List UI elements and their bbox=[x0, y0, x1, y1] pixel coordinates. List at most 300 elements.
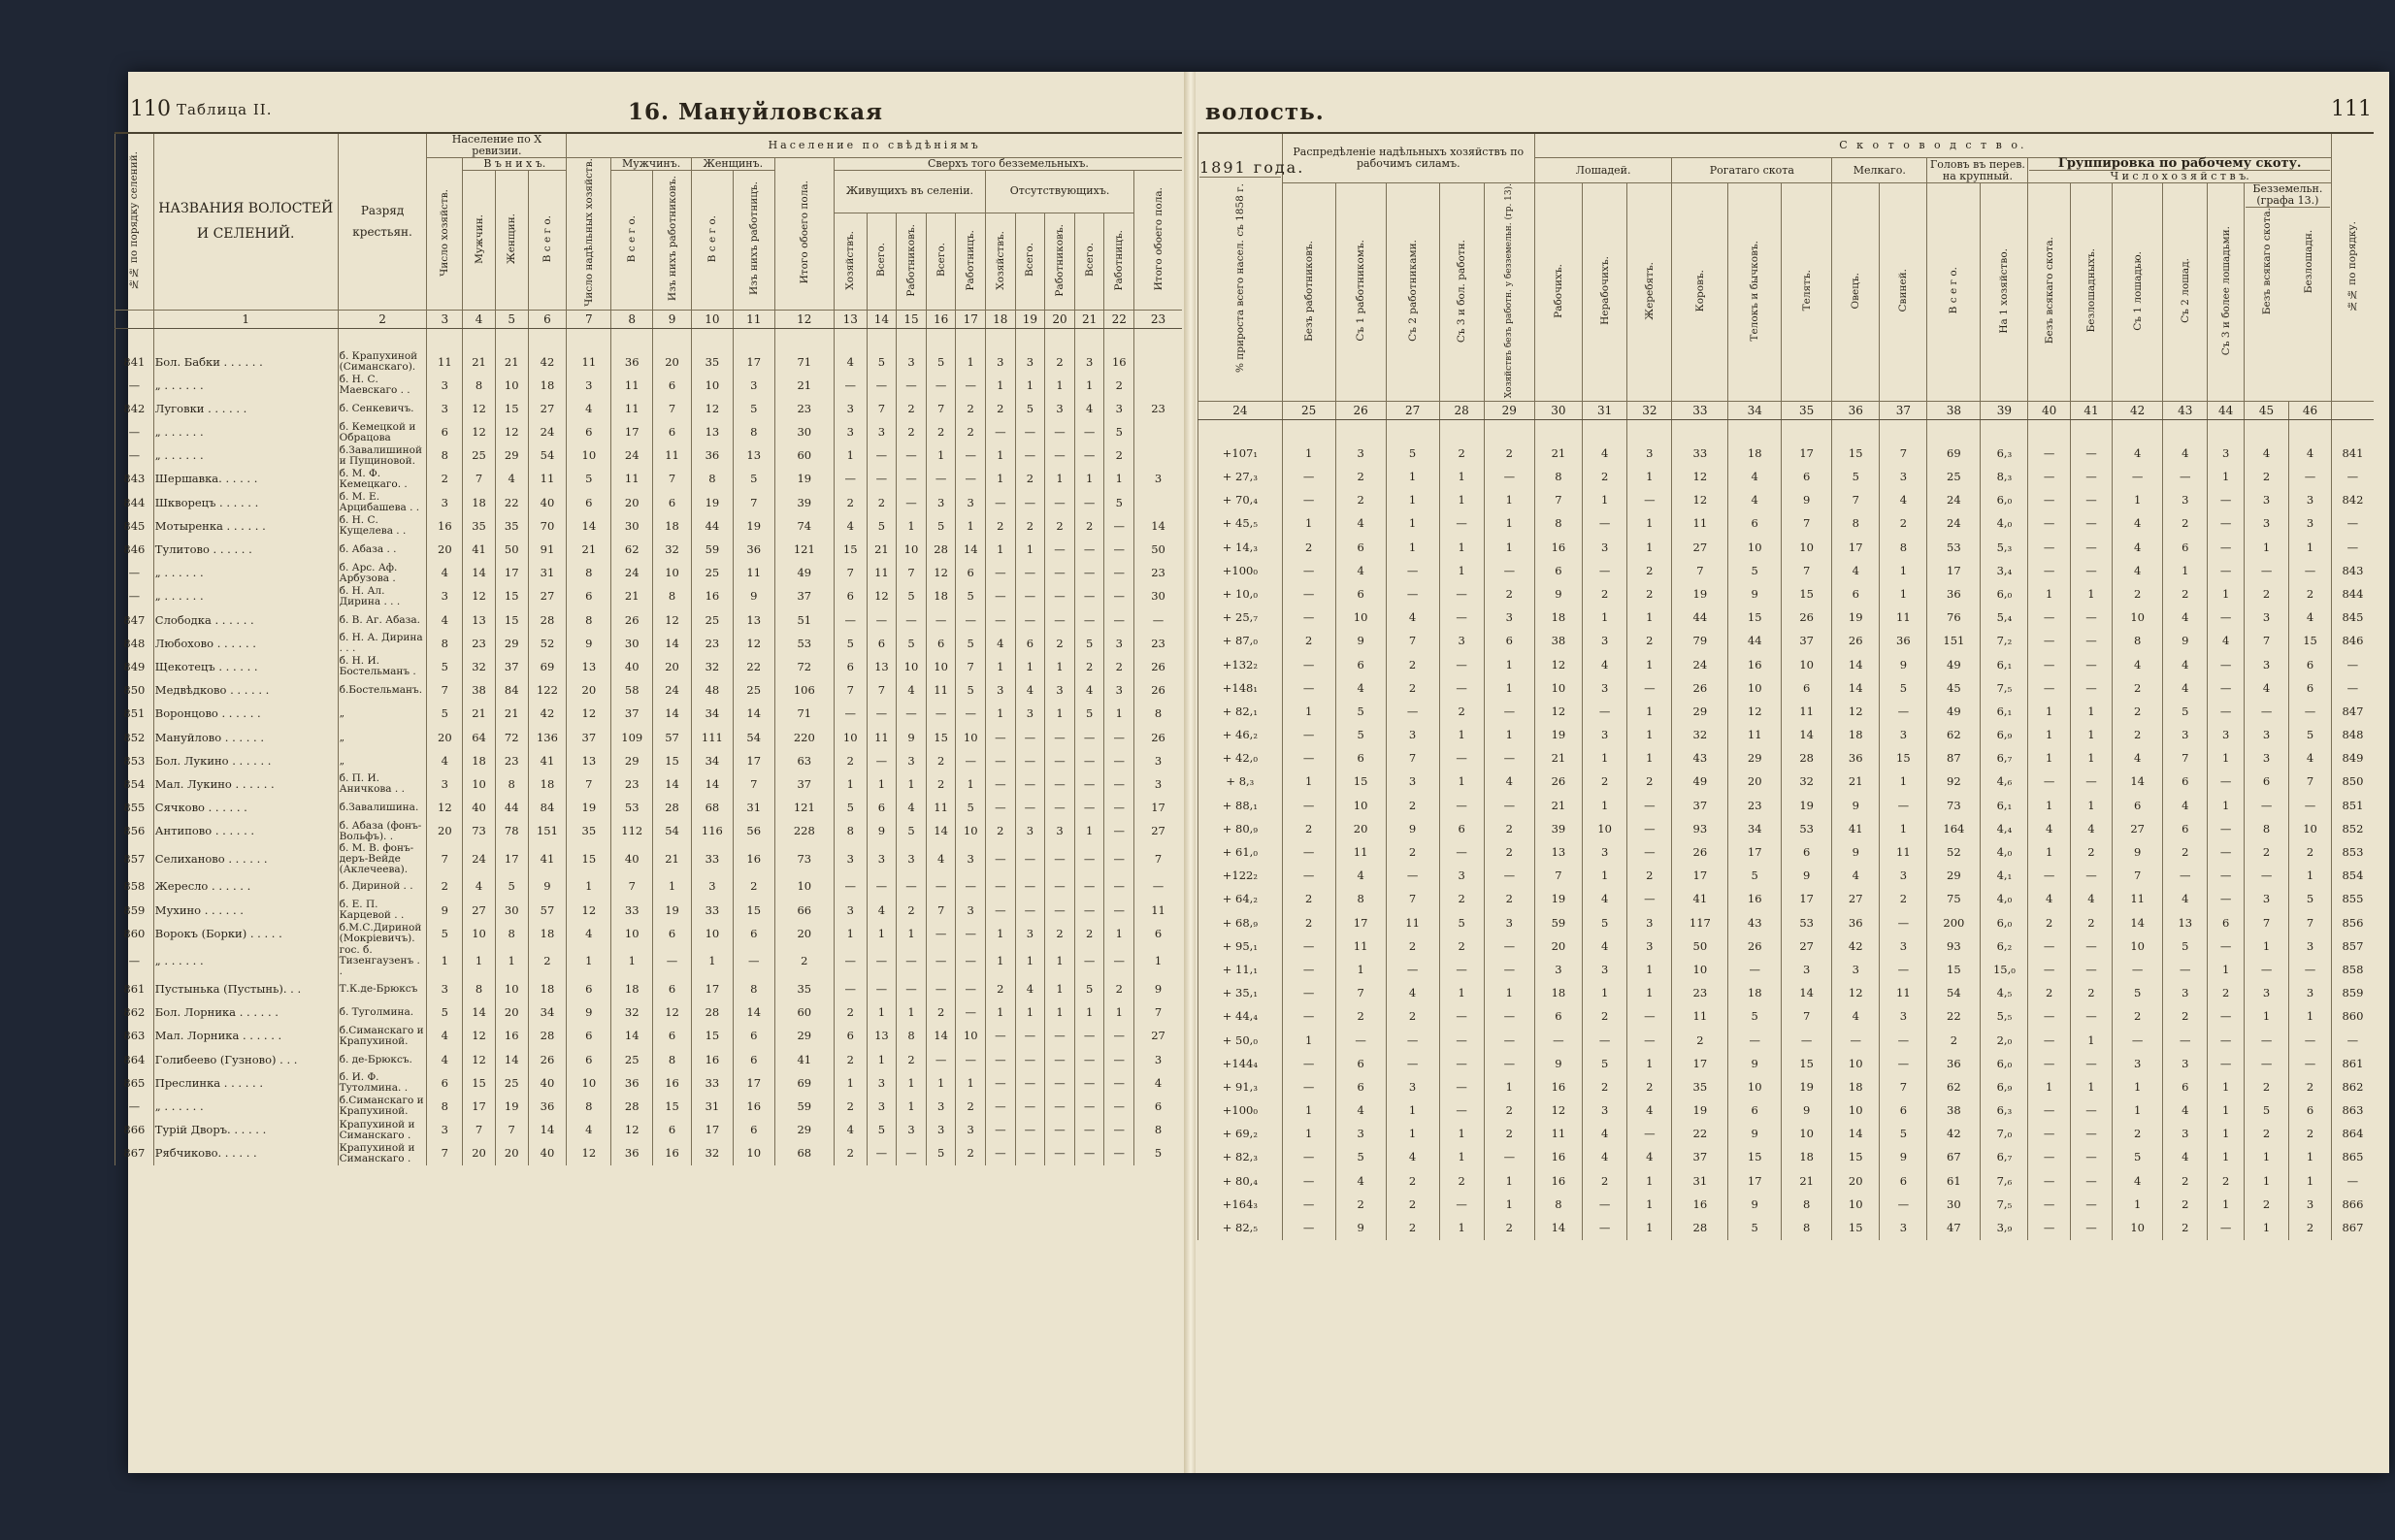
table-row bbox=[115, 397, 1183, 420]
data-cell: 1 bbox=[2289, 1169, 2332, 1193]
data-cell: 4 bbox=[1582, 888, 1626, 911]
hdr-c-cows: Коровъ. bbox=[1672, 183, 1728, 402]
peasant-rank: б. Арс. Аф. Арбузова . bbox=[338, 562, 427, 585]
peasant-rank: б. В. Аг. Абаза. bbox=[338, 608, 427, 632]
col-number: 31 bbox=[1582, 402, 1626, 420]
data-cell: 16 bbox=[1728, 653, 1782, 676]
table-row bbox=[1198, 865, 2375, 888]
data-cell: 23 bbox=[611, 772, 653, 796]
data-cell: 3 bbox=[1335, 1123, 1386, 1146]
spacer-cell bbox=[2113, 420, 2163, 442]
data-cell: 10 bbox=[463, 772, 496, 796]
data-cell: 15 bbox=[495, 397, 528, 420]
data-cell: 4 bbox=[1335, 865, 1386, 888]
data-cell: 3 bbox=[867, 1095, 897, 1118]
data-cell: 9 bbox=[1782, 1098, 1832, 1122]
data-cell: 8,₃ bbox=[1981, 465, 2028, 488]
data-cell: 19 bbox=[1534, 888, 1582, 911]
data-cell: 2 bbox=[1282, 911, 1335, 934]
data-cell: 6,₂ bbox=[1981, 934, 2028, 958]
hdr-a-households: Хозяйствъ. bbox=[986, 213, 1016, 310]
village-number: 844 bbox=[115, 491, 154, 514]
spacer-cell bbox=[1282, 420, 1335, 442]
data-cell: 4 bbox=[427, 562, 463, 585]
village-number: 863 bbox=[115, 1025, 154, 1048]
data-cell: 2 bbox=[2113, 700, 2163, 723]
data-cell: 1 bbox=[1045, 655, 1075, 678]
peasant-rank: б. Н. Ал. Дирина . . . bbox=[338, 585, 427, 608]
village-name: Тулитово . . . . . . bbox=[153, 538, 338, 561]
hdr-landless: Безземельн. (графа 13.) Безъ всякаго скота. Безлошадн. bbox=[2244, 183, 2331, 402]
data-cell: 1 bbox=[1582, 747, 1626, 770]
data-cell: 1 bbox=[1439, 559, 1484, 582]
data-cell: 6,₇ bbox=[1981, 747, 2028, 770]
data-cell: 16 bbox=[1534, 1146, 1582, 1169]
spacer-cell bbox=[1672, 420, 1728, 442]
table-row bbox=[1198, 747, 2375, 770]
data-cell: 2 bbox=[2163, 1193, 2208, 1216]
data-cell: 18 bbox=[1832, 1075, 1880, 1098]
data-cell: — bbox=[1045, 899, 1075, 922]
data-cell: — bbox=[986, 585, 1016, 608]
data-cell: 2 bbox=[1282, 630, 1335, 653]
peasant-rank: б. Сенкевичъ. bbox=[338, 397, 427, 420]
data-cell: 6 bbox=[1335, 747, 1386, 770]
data-cell: 30 bbox=[495, 899, 528, 922]
data-cell: 4 bbox=[2244, 442, 2288, 465]
data-cell: 44 bbox=[1672, 606, 1728, 630]
data-cell: — bbox=[1104, 749, 1134, 772]
data-cell: 1 bbox=[1627, 536, 1672, 559]
data-cell: — bbox=[1074, 726, 1104, 749]
spacer-cell bbox=[986, 328, 1016, 350]
data-cell: 33 bbox=[1672, 442, 1728, 465]
data-cell: 14 bbox=[611, 1025, 653, 1048]
data-cell: 38 bbox=[463, 679, 496, 703]
data-cell: 5 bbox=[1335, 1146, 1386, 1169]
data-cell: 1 bbox=[1484, 1193, 1534, 1216]
data-cell: — bbox=[1282, 1005, 1335, 1029]
data-cell: 1 bbox=[1074, 820, 1104, 843]
table-row bbox=[1198, 1169, 2375, 1193]
data-cell: 16 bbox=[691, 1048, 733, 1071]
data-cell: 848 bbox=[2331, 723, 2374, 746]
data-cell: — bbox=[867, 875, 897, 899]
data-cell: 4 bbox=[1335, 1169, 1386, 1193]
data-cell: 49 bbox=[1927, 700, 1981, 723]
spacer-cell bbox=[528, 328, 567, 350]
data-cell: 6 bbox=[653, 1025, 692, 1048]
data-cell: — bbox=[897, 374, 927, 397]
data-cell: 1 bbox=[986, 374, 1016, 397]
data-cell: 4 bbox=[567, 922, 611, 945]
data-cell: 2 bbox=[1074, 922, 1104, 945]
data-cell: 9 bbox=[1728, 1052, 1782, 1075]
data-cell: 4 bbox=[2244, 676, 2288, 700]
data-cell: 15 bbox=[733, 899, 774, 922]
data-cell: — bbox=[986, 420, 1016, 443]
peasant-rank: б.М.С.Дириной (Мокріевичъ). bbox=[338, 922, 427, 945]
data-cell: 50 bbox=[495, 538, 528, 561]
data-cell: 6 bbox=[1728, 1098, 1782, 1122]
data-cell: 8 bbox=[1880, 536, 1927, 559]
data-cell: 10 bbox=[691, 374, 733, 397]
data-cell: 3 bbox=[1582, 958, 1626, 981]
data-cell: 2 bbox=[1484, 1098, 1534, 1122]
data-cell: + 82,₃ bbox=[1198, 1146, 1283, 1169]
table-row bbox=[1198, 536, 2375, 559]
data-cell: 15 bbox=[1832, 1216, 1880, 1239]
data-cell: 1 bbox=[1627, 958, 1672, 981]
data-cell: 5,₃ bbox=[1981, 536, 2028, 559]
village-name: Селиханово . . . . . . bbox=[153, 843, 338, 875]
village-number: — bbox=[115, 374, 154, 397]
data-cell: — bbox=[1728, 958, 1782, 981]
data-cell: — bbox=[1015, 1048, 1045, 1071]
data-cell: — bbox=[897, 491, 927, 514]
data-cell: — bbox=[1015, 608, 1045, 632]
data-cell: 92 bbox=[1927, 770, 1981, 794]
spacer-cell bbox=[611, 328, 653, 350]
data-cell: 1 bbox=[834, 444, 867, 468]
data-cell: 9 bbox=[1134, 977, 1182, 1000]
data-cell: 7 bbox=[1880, 1075, 1927, 1098]
data-cell: 2 bbox=[1582, 1075, 1626, 1098]
data-cell: 50 bbox=[1134, 538, 1182, 561]
col-number: 29 bbox=[1484, 402, 1534, 420]
data-cell: 2 bbox=[926, 749, 956, 772]
data-cell: 30 bbox=[1134, 585, 1182, 608]
data-cell: — bbox=[1045, 1095, 1075, 1118]
data-cell: — bbox=[986, 772, 1016, 796]
data-cell: 11 bbox=[867, 726, 897, 749]
data-cell: — bbox=[1045, 1142, 1075, 1165]
data-cell: — bbox=[1045, 444, 1075, 468]
data-cell: 6 bbox=[1534, 559, 1582, 582]
data-cell: 5 bbox=[2244, 1098, 2288, 1122]
spacer-cell bbox=[2331, 420, 2374, 442]
data-cell: 2 bbox=[1386, 1005, 1439, 1029]
data-cell: — bbox=[1335, 1029, 1386, 1052]
data-cell: — bbox=[1282, 865, 1335, 888]
data-cell: — bbox=[2028, 1029, 2070, 1052]
data-cell: 5 bbox=[733, 468, 774, 491]
data-cell: 1 bbox=[2244, 1005, 2288, 1029]
data-cell: 857 bbox=[2331, 934, 2374, 958]
data-cell: 7 bbox=[834, 562, 867, 585]
col-number: 12 bbox=[774, 310, 834, 328]
table-row bbox=[115, 491, 1183, 514]
data-cell: 17 bbox=[611, 420, 653, 443]
table-row bbox=[115, 420, 1183, 443]
data-cell: 9 bbox=[2163, 630, 2208, 653]
data-cell: 27 bbox=[1832, 888, 1880, 911]
data-cell: 6 bbox=[567, 977, 611, 1000]
data-cell: 6 bbox=[867, 632, 897, 655]
data-cell: — bbox=[1045, 538, 1075, 561]
data-cell: 5 bbox=[926, 514, 956, 538]
data-cell: 31 bbox=[528, 562, 567, 585]
data-cell: 10 bbox=[897, 538, 927, 561]
spacer-cell bbox=[1386, 420, 1439, 442]
data-cell: 2 bbox=[2113, 723, 2163, 746]
data-cell: 4 bbox=[1627, 1098, 1672, 1122]
table-row bbox=[115, 843, 1183, 875]
data-cell: 36 bbox=[1880, 630, 1927, 653]
data-cell: — bbox=[1484, 1052, 1534, 1075]
data-cell: 8 bbox=[733, 977, 774, 1000]
data-cell: 2 bbox=[834, 1001, 867, 1025]
data-cell: 6 bbox=[1832, 582, 1880, 606]
data-cell: — bbox=[1134, 608, 1182, 632]
data-cell: — bbox=[1045, 726, 1075, 749]
data-cell: — bbox=[1015, 843, 1045, 875]
data-cell: 1 bbox=[986, 655, 1016, 678]
data-cell: 4 bbox=[2163, 676, 2208, 700]
data-cell: 26 bbox=[1672, 676, 1728, 700]
data-cell: 6 bbox=[1335, 653, 1386, 676]
data-cell: 3 bbox=[2208, 723, 2245, 746]
data-cell: 1 bbox=[1045, 1001, 1075, 1025]
data-cell: 6 bbox=[1728, 512, 1782, 536]
data-cell: 3 bbox=[1104, 679, 1134, 703]
data-cell: 3 bbox=[691, 875, 733, 899]
data-cell: 5 bbox=[956, 632, 986, 655]
data-cell: + 50,₀ bbox=[1198, 1029, 1283, 1052]
hdr-l-men-total: Всего. bbox=[867, 213, 897, 310]
data-cell: 4 bbox=[834, 350, 867, 374]
data-cell: 4 bbox=[1582, 934, 1626, 958]
data-cell: — bbox=[1074, 420, 1104, 443]
data-cell: — bbox=[897, 468, 927, 491]
data-cell: 49 bbox=[774, 562, 834, 585]
data-cell: 1 bbox=[1484, 1075, 1534, 1098]
data-cell: 8 bbox=[567, 608, 611, 632]
data-cell: 1 bbox=[1439, 1216, 1484, 1239]
hdr-rev-men: Мужчин. bbox=[463, 171, 496, 311]
data-cell: 4 bbox=[2163, 888, 2208, 911]
data-cell: — bbox=[1582, 700, 1626, 723]
data-cell: 5 bbox=[1386, 442, 1439, 465]
data-cell: 4 bbox=[926, 843, 956, 875]
data-cell: 26 bbox=[1782, 606, 1832, 630]
hdr-cattle-group: С к о т о в о д с т в о. bbox=[1534, 133, 2331, 158]
data-cell: 12 bbox=[463, 397, 496, 420]
data-cell: — bbox=[2070, 630, 2112, 653]
data-cell: 1 bbox=[1484, 512, 1534, 536]
data-cell: 60 bbox=[774, 444, 834, 468]
data-cell: 49 bbox=[1672, 770, 1728, 794]
data-cell: — bbox=[1439, 1098, 1484, 1122]
data-cell: 1 bbox=[867, 772, 897, 796]
data-cell: 13 bbox=[733, 608, 774, 632]
col-number: 16 bbox=[926, 310, 956, 328]
data-cell: 4 bbox=[2289, 442, 2332, 465]
data-cell: 41 bbox=[774, 1048, 834, 1071]
data-cell: 7 bbox=[1134, 1001, 1182, 1025]
hdr-population-1891: Население по свѣдѣніямъ bbox=[567, 133, 1182, 158]
data-cell: 9 bbox=[1728, 1193, 1782, 1216]
data-cell: 14 bbox=[653, 632, 692, 655]
data-cell: 6 bbox=[2163, 1075, 2208, 1098]
data-cell: — bbox=[2244, 865, 2288, 888]
data-cell: 2 bbox=[1104, 444, 1134, 468]
data-cell: — bbox=[1134, 875, 1182, 899]
data-cell: — bbox=[897, 703, 927, 726]
data-cell: 4 bbox=[1335, 1098, 1386, 1122]
spacer-cell bbox=[653, 328, 692, 350]
data-cell: 1 bbox=[1439, 536, 1484, 559]
data-cell: 3 bbox=[1386, 1075, 1439, 1098]
data-cell: 7 bbox=[1672, 559, 1728, 582]
data-cell: 2 bbox=[1104, 655, 1134, 678]
data-cell: — bbox=[1104, 1119, 1134, 1142]
data-cell: 1 bbox=[1015, 538, 1045, 561]
col-number: 2 bbox=[338, 310, 427, 328]
data-cell: 1 bbox=[1134, 945, 1182, 977]
data-cell: 2 bbox=[1386, 1193, 1439, 1216]
spacer-cell bbox=[834, 328, 867, 350]
data-cell: 21 bbox=[774, 374, 834, 397]
data-cell: 13 bbox=[567, 655, 611, 678]
data-cell: — bbox=[2028, 958, 2070, 981]
data-cell: — bbox=[2331, 465, 2374, 488]
col-number: 30 bbox=[1534, 402, 1582, 420]
data-cell: 20 bbox=[653, 350, 692, 374]
data-cell: 56 bbox=[733, 820, 774, 843]
data-cell: 4 bbox=[2113, 747, 2163, 770]
data-cell: — bbox=[926, 703, 956, 726]
data-cell: 3 bbox=[1627, 911, 1672, 934]
spacer-cell bbox=[1832, 420, 1880, 442]
data-cell: 3 bbox=[2244, 723, 2288, 746]
livestock-table bbox=[1198, 132, 2374, 1240]
peasant-rank: б. де-Брюксъ. bbox=[338, 1048, 427, 1071]
data-cell: 7 bbox=[1782, 512, 1832, 536]
data-cell: 2 bbox=[926, 420, 956, 443]
data-cell: 1 bbox=[1582, 982, 1626, 1005]
data-cell: 2 bbox=[1386, 653, 1439, 676]
hdr-g-nohorse: Безлошадныхъ. bbox=[2070, 183, 2112, 402]
col-number: 38 bbox=[1927, 402, 1981, 420]
data-cell: 10 bbox=[2113, 1216, 2163, 1239]
village-name: Шершавка. . . . . . bbox=[153, 468, 338, 491]
data-cell: 40 bbox=[463, 796, 496, 819]
data-cell: — bbox=[2289, 465, 2332, 488]
data-cell: — bbox=[1282, 582, 1335, 606]
data-cell: 3 bbox=[1582, 840, 1626, 864]
data-cell: 847 bbox=[2331, 700, 2374, 723]
data-cell: 1 bbox=[2289, 1146, 2332, 1169]
data-cell: — bbox=[2070, 559, 2112, 582]
data-cell: 1 bbox=[1880, 817, 1927, 840]
data-cell: — bbox=[2070, 1169, 2112, 1193]
data-cell: 3 bbox=[956, 491, 986, 514]
data-cell: 84 bbox=[495, 679, 528, 703]
data-cell: 3 bbox=[2289, 934, 2332, 958]
data-cell: — bbox=[1282, 1052, 1335, 1075]
data-cell: — bbox=[926, 374, 956, 397]
data-cell: 29 bbox=[495, 632, 528, 655]
hdr-men-total: В с е г о. bbox=[611, 171, 653, 311]
data-cell: 2 bbox=[897, 397, 927, 420]
data-cell: 5 bbox=[1439, 911, 1484, 934]
data-cell: 1 bbox=[986, 1001, 1016, 1025]
data-cell: 2 bbox=[867, 491, 897, 514]
data-cell: — bbox=[1104, 585, 1134, 608]
data-cell: 7 bbox=[1534, 865, 1582, 888]
data-cell: 3 bbox=[2244, 489, 2288, 512]
data-cell: 1 bbox=[1045, 374, 1075, 397]
data-cell: 22 bbox=[495, 491, 528, 514]
data-cell: — bbox=[1015, 1119, 1045, 1142]
data-cell: — bbox=[1880, 700, 1927, 723]
hdr-men: Мужчинъ. bbox=[611, 158, 692, 171]
data-cell: 69 bbox=[774, 1071, 834, 1095]
data-cell: 6 bbox=[1880, 1169, 1927, 1193]
data-cell: 5 bbox=[1728, 1005, 1782, 1029]
data-cell: — bbox=[2208, 606, 2245, 630]
data-cell: — bbox=[1015, 875, 1045, 899]
hdr-heads: Головъ въ перев. на крупный. bbox=[1927, 158, 2028, 183]
data-cell: 1 bbox=[1484, 653, 1534, 676]
data-cell: 31 bbox=[733, 796, 774, 819]
data-cell: 87 bbox=[1927, 747, 1981, 770]
data-cell: — bbox=[897, 444, 927, 468]
data-cell: 7 bbox=[2244, 630, 2288, 653]
data-cell: — bbox=[2208, 865, 2245, 888]
data-cell: 3 bbox=[867, 1071, 897, 1095]
data-cell: 1 bbox=[1015, 374, 1045, 397]
data-cell: 3 bbox=[1582, 1098, 1626, 1122]
data-cell: — bbox=[1282, 982, 1335, 1005]
data-cell: 26 bbox=[1134, 679, 1182, 703]
data-cell: — bbox=[1074, 899, 1104, 922]
data-cell: — bbox=[2070, 465, 2112, 488]
data-cell: — bbox=[956, 374, 986, 397]
data-cell: 3 bbox=[427, 491, 463, 514]
data-cell: 26 bbox=[528, 1048, 567, 1071]
data-cell: 2 bbox=[1484, 888, 1534, 911]
data-cell: 1 bbox=[1104, 1001, 1134, 1025]
data-cell: 2 bbox=[986, 397, 1016, 420]
data-cell: 12 bbox=[653, 1001, 692, 1025]
data-cell: — bbox=[2070, 676, 2112, 700]
data-cell: — bbox=[2208, 817, 2245, 840]
data-cell: 1 bbox=[1880, 582, 1927, 606]
data-cell: 15 bbox=[495, 608, 528, 632]
data-cell: 4 bbox=[1335, 559, 1386, 582]
col-number: 23 bbox=[1134, 310, 1182, 328]
village-name: Шкворецъ . . . . . . bbox=[153, 491, 338, 514]
data-cell: — bbox=[2244, 1052, 2288, 1075]
data-cell: — bbox=[956, 468, 986, 491]
spacer-cell bbox=[1927, 420, 1981, 442]
peasant-rank: б. Крапухиной (Симанскаго). bbox=[338, 350, 427, 374]
data-cell: 17 bbox=[1832, 536, 1880, 559]
data-cell: — bbox=[2028, 1193, 2070, 1216]
village-name: Голибеево (Гузново) . . . bbox=[153, 1048, 338, 1071]
data-cell: 15 bbox=[1335, 770, 1386, 794]
data-cell: 20 bbox=[463, 1142, 496, 1165]
data-cell: — bbox=[1282, 934, 1335, 958]
data-cell: 20 bbox=[427, 538, 463, 561]
data-cell: 3 bbox=[1782, 958, 1832, 981]
data-cell: 30 bbox=[611, 514, 653, 538]
spacer-cell bbox=[956, 328, 986, 350]
data-cell: 68 bbox=[774, 1142, 834, 1165]
data-cell: 2 bbox=[1439, 700, 1484, 723]
